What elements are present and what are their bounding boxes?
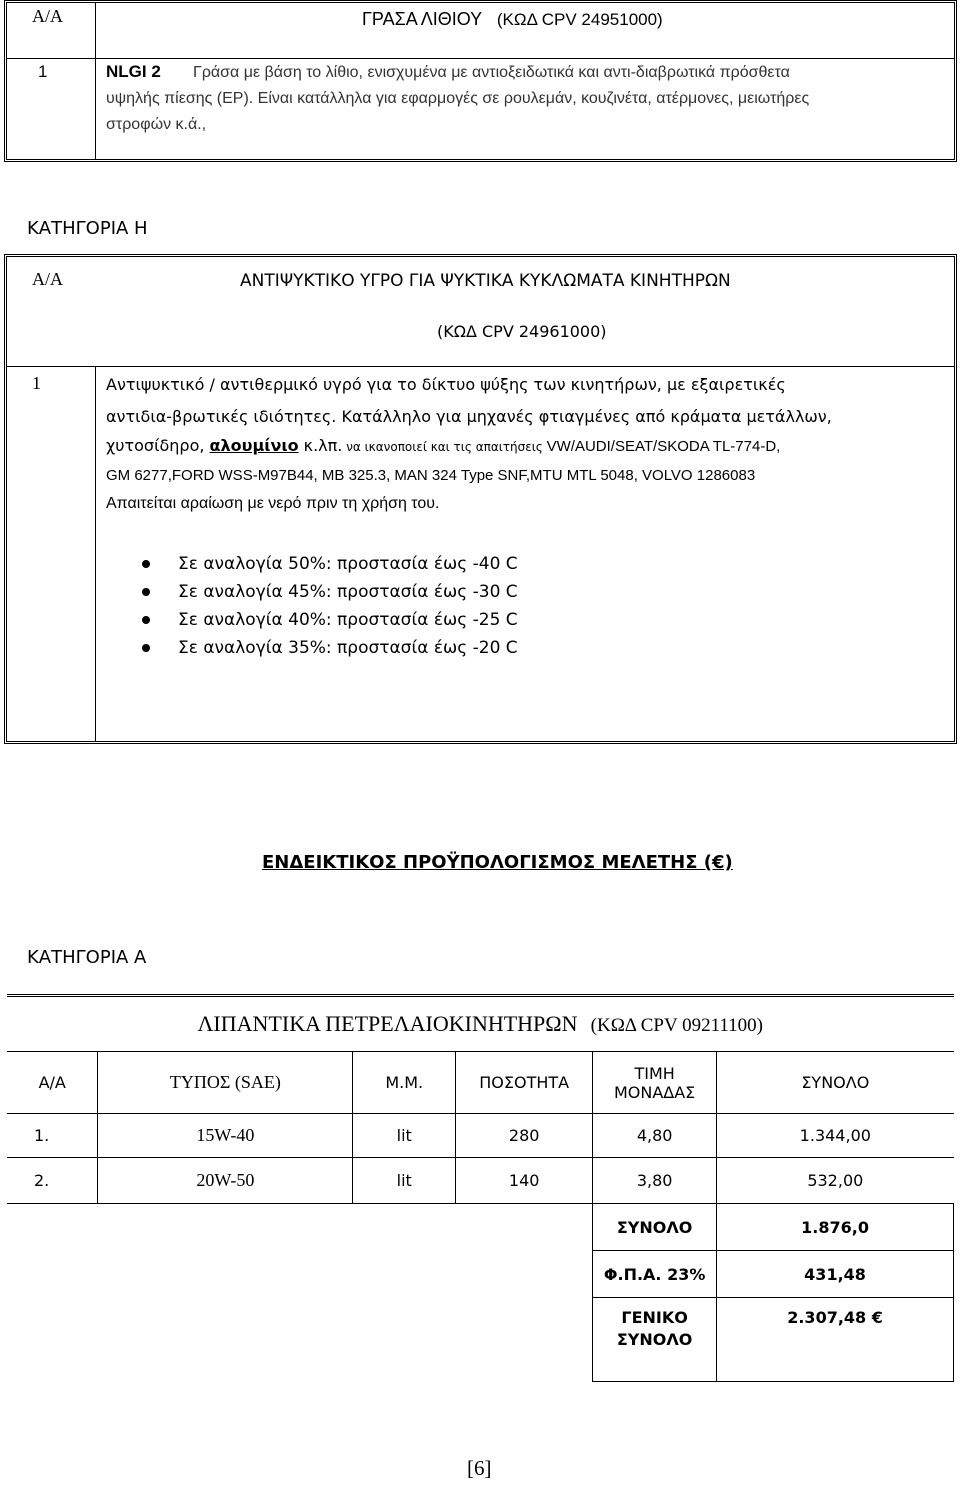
antifreeze-row-number: 1	[32, 373, 41, 393]
vat-value: 431,48	[717, 1251, 954, 1298]
header-unit-price	[593, 1052, 717, 1114]
row-price: 3,80	[593, 1158, 717, 1204]
antifreeze-title: ΑΝΤΙΨΥΚΤΙΚΟ ΥΓΡΟ ΓΙΑ ΨΥΚΤΙΚΑ ΚΥΚΛΩΜΑΤΑ ΚΙΝΗΤΗΡΩΝ	[240, 271, 731, 291]
table-row	[7, 1158, 954, 1204]
grand-total-label	[593, 1298, 717, 1382]
dilution-item: Σε αναλογία 50%: προστασία έως -40 C	[178, 550, 518, 578]
page-number: [6]	[467, 1456, 492, 1480]
antifreeze-col-header: Α/Α	[32, 269, 63, 289]
budget-table	[7, 994, 954, 1382]
row-unit: lit	[353, 1158, 456, 1204]
grease-description-line3: στροφών κ.ά.,	[106, 116, 207, 133]
desc-vw-spec: VW/AUDI/SEAT/SKODA TL-774-D,	[546, 438, 781, 455]
header-aa: Α/Α	[7, 1052, 98, 1114]
grease-grade: NLGI 2	[106, 62, 161, 81]
budget-table-cpv: (ΚΩΔ CPV 09211100)	[590, 1015, 764, 1036]
row-total: 1.344,00	[717, 1114, 954, 1158]
category-a-heading: ΚΑΤΗΓΟΡΙΑ Α	[27, 947, 147, 968]
grand-total-label-line1: ΓΕΝΙΚΟ	[621, 1308, 688, 1327]
budget-table-title: ΛΙΠΑΝΤΙΚΑ ΠΕΤΡΕΛΑΙΟΚΙΝΗΤΗΡΩΝ	[197, 1011, 578, 1036]
grand-total-value: 2.307,48 €	[717, 1298, 954, 1382]
antifreeze-desc-line4: GM 6277,FORD WSS-M97B44, MB 325.3, MAN 324 Type SNF,MTU MTL 5048, VOLVO 1286083	[106, 467, 756, 484]
header-unit: Μ.Μ.	[353, 1052, 456, 1114]
budget-title: ΕΝΔΕΙΚΤΙΚΟΣ ΠΡΟΫΠΟΛΟΓΙΣΜΟΣ ΜΕΛΕΤΗΣ (€)	[262, 852, 733, 873]
desc-cast-iron: χυτοσίδηρο,	[106, 436, 210, 455]
antifreeze-desc-line2: αντιδια-βρωτικές ιδιότητες. Κατάλληλο για μηχανές φτιαγμένες από κράματα μετάλλων,	[106, 407, 832, 426]
grease-cpv: (ΚΩΔ CPV 24951000)	[496, 10, 663, 29]
header-type: ΤΥΠΟΣ (SAE)	[98, 1052, 353, 1114]
grease-table-divider	[7, 58, 954, 59]
desc-requirements: να ικανοποιεί και τις απαιτήσεις	[342, 440, 547, 454]
row-qty: 280	[456, 1114, 593, 1158]
dilution-item: Σε αναλογία 40%: προστασία έως -25 C	[178, 606, 518, 634]
antifreeze-table-divider	[7, 366, 954, 367]
grand-total-label-line2: ΣΥΝΟΛΟ	[616, 1330, 693, 1349]
antifreeze-desc-line3	[106, 436, 780, 455]
summary-row-subtotal	[7, 1204, 954, 1251]
budget-table-title-cell	[7, 996, 954, 1052]
antifreeze-table-col-divider	[95, 366, 96, 741]
row-price: 4,80	[593, 1114, 717, 1158]
antifreeze-desc-line1: Αντιψυκτικό / αντιθερμικό υγρό για το δίκτυο ψύξης των κινητήρων, με εξαιρετικές	[106, 375, 786, 394]
grease-table-col-divider	[95, 3, 96, 159]
antifreeze-desc-line5: Απαιτείται αραίωση με νερό πριν τη χρήση του.	[106, 495, 440, 512]
header-total: ΣΥΝΟΛΟ	[717, 1052, 954, 1114]
dilution-list	[178, 550, 518, 662]
header-qty: ΠΟΣΟΤΗΤΑ	[456, 1052, 593, 1114]
dilution-item: Σε αναλογία 45%: προστασία έως -30 C	[178, 578, 518, 606]
summary-row-vat	[7, 1251, 954, 1298]
grease-row-number: 1	[38, 62, 48, 81]
category-h-heading: ΚΑΤΗΓΟΡΙΑ Η	[27, 218, 148, 239]
row-unit: lit	[353, 1114, 456, 1158]
vat-label: Φ.Π.Α. 23%	[593, 1251, 717, 1298]
subtotal-label: ΣΥΝΟΛΟ	[593, 1204, 717, 1251]
row-type: 15W-40	[98, 1114, 353, 1158]
grease-col-header: Α/Α	[32, 6, 63, 26]
antifreeze-cpv: (ΚΩΔ CPV 24961000)	[437, 322, 607, 341]
grease-title-line	[362, 9, 663, 30]
row-total: 532,00	[717, 1158, 954, 1204]
summary-row-grand-total	[7, 1298, 954, 1382]
header-price-line2: ΜΟΝΑΔΑΣ	[613, 1082, 696, 1102]
grease-description-line1: Γράσα με βάση το λίθιο, ενισχυμένα με αντιοξειδωτικά και αντι-διαβρωτικά πρόσθετα	[193, 64, 790, 81]
grease-description-line2: υψηλής πίεσης (EP). Είναι κατάλληλα για εφαρμογές σε ρουλεμάν, κουζινέτα, ατέρμονες, μειωτήρες	[106, 90, 810, 107]
row-type: 20W-50	[98, 1158, 353, 1204]
row-qty: 140	[456, 1158, 593, 1204]
header-price-line1: ΤΙΜΗ	[634, 1063, 675, 1083]
row-aa: 1.	[7, 1114, 98, 1158]
row-aa: 2.	[7, 1158, 98, 1204]
desc-etc: κ.λπ.	[298, 436, 343, 455]
subtotal-value: 1.876,0	[717, 1204, 954, 1251]
dilution-item: Σε αναλογία 35%: προστασία έως -20 C	[178, 634, 518, 662]
desc-aluminium: αλουμίνιο	[209, 436, 299, 455]
grease-title: ΓΡΑΣΑ ΛΙΘΙΟΥ	[362, 9, 482, 29]
table-row	[7, 1114, 954, 1158]
